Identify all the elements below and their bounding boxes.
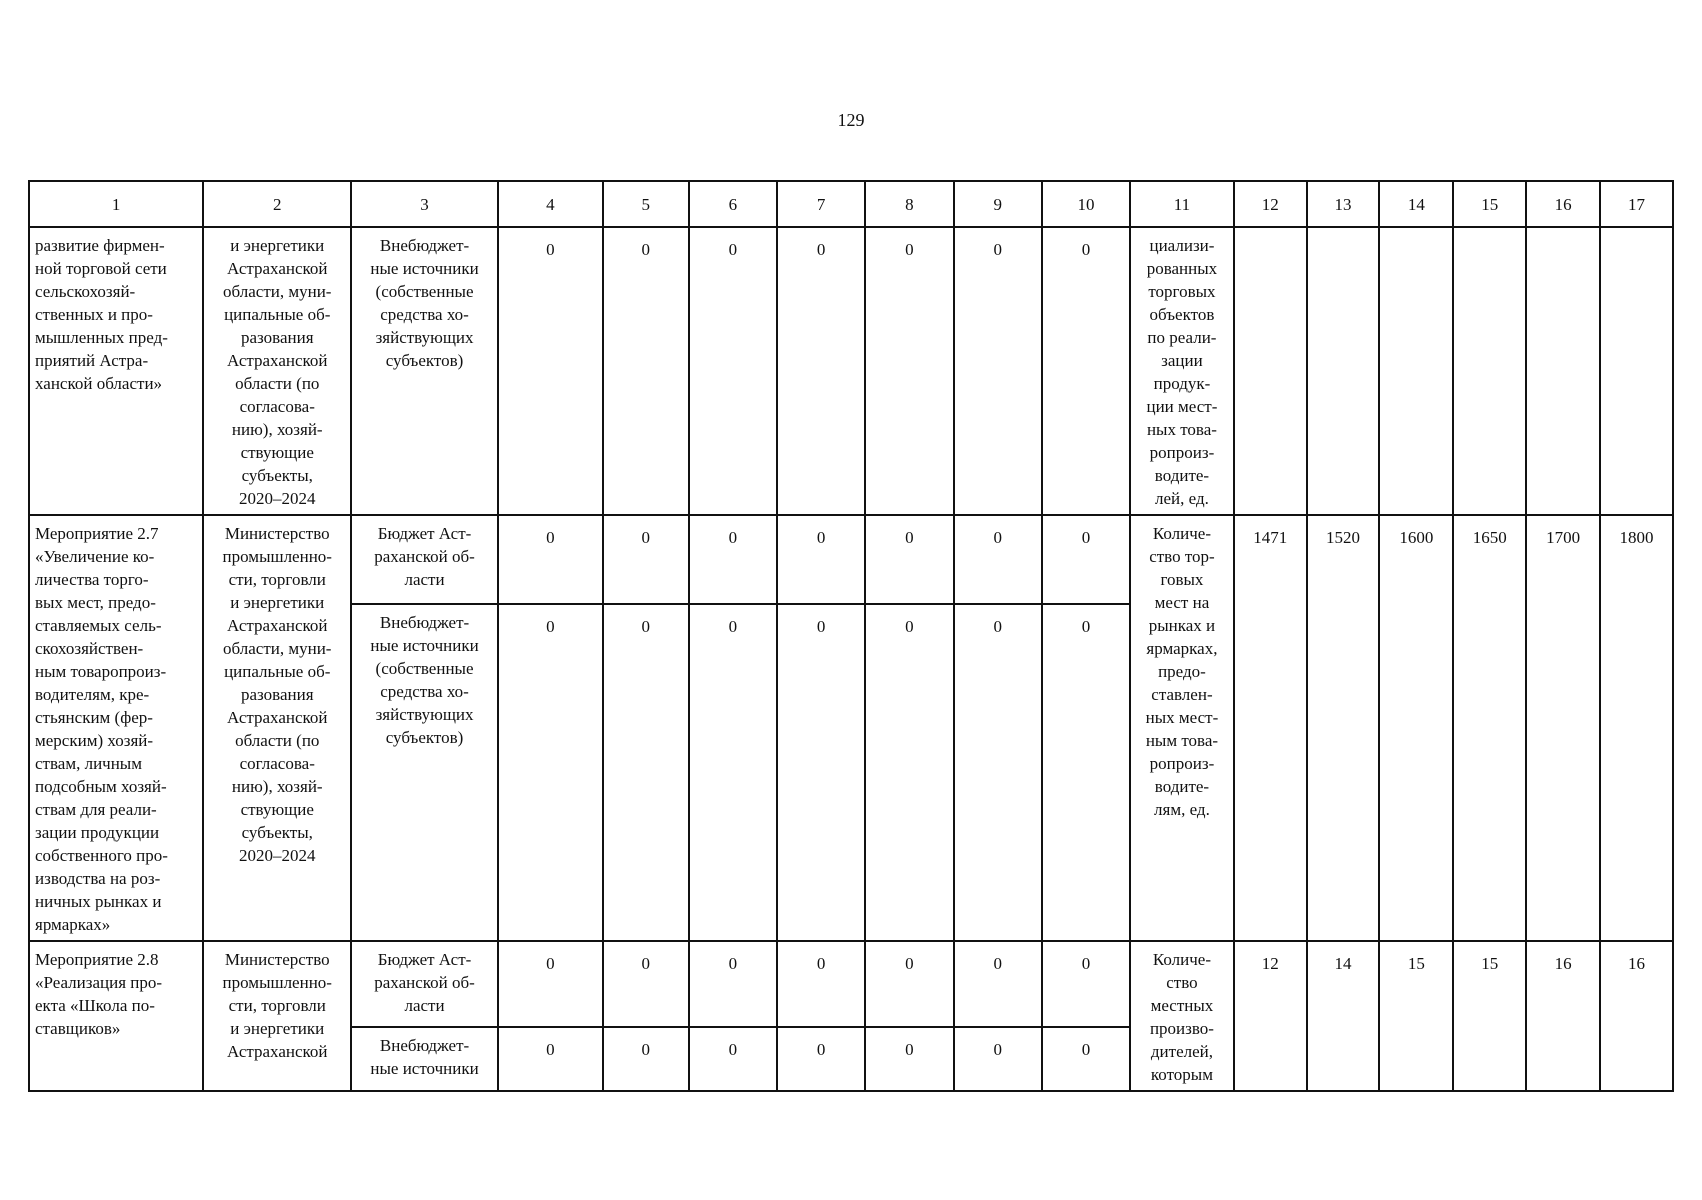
funding-value: 0: [546, 240, 555, 259]
activity-cell: [29, 941, 203, 1091]
funding-value-cell: [865, 227, 953, 515]
funding-value: 0: [728, 528, 738, 547]
funding-value-cell: [603, 227, 689, 515]
activity-cell: [29, 515, 203, 941]
target-value-cell: [1379, 941, 1453, 1091]
funding-value: 0: [546, 954, 555, 973]
funding-value: 0: [816, 954, 826, 973]
funding-value: 0: [728, 954, 738, 973]
funding-value-cell: [603, 515, 689, 604]
header-col-2: 2: [203, 181, 351, 227]
funding-source-text: Внебюджет- ные источники (собственные средства хо- зяйствующих субъектов): [370, 236, 479, 370]
target-value-cell: [1600, 941, 1673, 1091]
executor-text: Министерство промышленно- сти, торговли и энергетики Астраханской: [222, 950, 332, 1061]
funding-value: 0: [1081, 528, 1091, 547]
activity-text: развитие фирмен- ной торговой сети сельскохозяй- ственных и про- мышленных пред- приятий Астра- ханской области»: [35, 236, 168, 393]
funding-value-cell: [954, 941, 1042, 1027]
target-value: [1527, 228, 1599, 238]
target-value-cell: [1379, 515, 1453, 941]
target-value: [1454, 228, 1525, 238]
funding-value: 0: [1081, 240, 1091, 259]
target-value: 1650: [1472, 528, 1507, 547]
funding-value: 0: [728, 617, 738, 637]
target-value-cell: [1526, 515, 1600, 941]
header-col-8: 8: [865, 181, 953, 227]
target-value: 1800: [1619, 528, 1654, 547]
executor-text: Министерство промышленно- сти, торговли и энергетики Астраханской области, муни- ципальные об- разования Астраханской области (по согласова- нию), хозяй- ствующие субъекты, 2020–2024: [222, 524, 332, 865]
header-col-3: 3: [351, 181, 498, 227]
target-value: 1471: [1253, 528, 1288, 547]
target-value-cell: [1453, 941, 1526, 1091]
funding-source-cell: [351, 515, 498, 604]
funding-source-text: Бюджет Аст- раханской об- ласти: [374, 950, 475, 1015]
header-col-9: 9: [954, 181, 1042, 227]
header-col-12: 12: [1234, 181, 1307, 227]
funding-value: 0: [993, 240, 1002, 259]
funding-value-cell: [954, 604, 1042, 941]
funding-value-cell: [603, 604, 689, 941]
funding-value-cell: [777, 1027, 865, 1091]
funding-value: 0: [905, 240, 914, 259]
table-row: [29, 515, 1673, 604]
header-col-4: 4: [498, 181, 603, 227]
table-body: [29, 181, 1673, 1091]
funding-value: 0: [728, 1040, 738, 1060]
funding-value: 0: [546, 1040, 555, 1060]
funding-value-cell: [498, 227, 603, 515]
target-value: 12: [1261, 954, 1279, 973]
funding-value: 0: [905, 1040, 914, 1060]
funding-value-cell: [865, 1027, 953, 1091]
funding-value-cell: [498, 1027, 603, 1091]
target-value: [1380, 228, 1452, 238]
funding-value-cell: [603, 941, 689, 1027]
header-col-5: 5: [603, 181, 689, 227]
target-value-cell: [1307, 941, 1380, 1091]
funding-value: 0: [1081, 617, 1091, 637]
funding-value: 0: [816, 617, 826, 637]
funding-value-cell: [1042, 1027, 1130, 1091]
funding-value: 0: [641, 528, 650, 547]
executor-text: и энергетики Астраханской области, муни- ципальные об- разования Астраханской области (по согласова- нию), хозяй- ствующие субъекты, 2020–2024: [223, 236, 332, 508]
table-row: [29, 941, 1673, 1027]
target-value: 1600: [1399, 528, 1434, 547]
target-value: 16: [1554, 954, 1572, 973]
funding-source-text: Бюджет Аст- раханской об- ласти: [374, 524, 475, 589]
target-value: 15: [1481, 954, 1499, 973]
header-col-13: 13: [1307, 181, 1380, 227]
target-value: [1601, 228, 1672, 238]
target-value-cell: [1234, 941, 1307, 1091]
target-value-cell: [1453, 227, 1526, 515]
header-col-16: 16: [1526, 181, 1600, 227]
funding-source-cell: [351, 941, 498, 1027]
target-value: 16: [1628, 954, 1646, 973]
funding-value: 0: [546, 528, 555, 547]
executor-cell: [203, 515, 351, 941]
header-col-7: 7: [777, 181, 865, 227]
indicator-text: Количе- ство тор- говых мест на рынках и ярмарках, предо- ставлен- ных мест- ным това- ропроиз- водите- лям, ед.: [1145, 524, 1219, 819]
funding-value-cell: [954, 1027, 1042, 1091]
funding-value: 0: [641, 240, 650, 259]
target-value: 1700: [1546, 528, 1581, 547]
funding-value-cell: [689, 1027, 777, 1091]
funding-value: 0: [816, 1040, 826, 1060]
funding-value: 0: [816, 528, 826, 547]
funding-value: 0: [546, 617, 555, 637]
funding-value: 0: [816, 240, 826, 259]
funding-value-cell: [777, 227, 865, 515]
header-col-14: 14: [1379, 181, 1453, 227]
funding-value-cell: [1042, 515, 1130, 604]
funding-value-cell: [777, 604, 865, 941]
funding-value: 0: [641, 954, 650, 973]
funding-value: 0: [905, 528, 914, 547]
funding-value-cell: [777, 941, 865, 1027]
funding-value: 0: [1081, 954, 1091, 973]
header-col-15: 15: [1453, 181, 1526, 227]
funding-value-cell: [865, 515, 953, 604]
funding-value-cell: [777, 515, 865, 604]
header-col-6: 6: [689, 181, 777, 227]
indicator-text: циализи- рованных торговых объектов по реали- зации продук- ции мест- ных това- ропроиз- водите- лей, ед.: [1146, 236, 1218, 508]
target-value-cell: [1526, 227, 1600, 515]
funding-value: 0: [1081, 1040, 1091, 1060]
indicator-cell: [1130, 515, 1234, 941]
funding-value-cell: [689, 604, 777, 941]
funding-value-cell: [1042, 227, 1130, 515]
funding-value-cell: [1042, 604, 1130, 941]
target-value: 1520: [1326, 528, 1361, 547]
funding-source-text: Внебюджет- ные источники: [370, 1036, 479, 1079]
indicator-cell: [1130, 941, 1234, 1091]
target-value-cell: [1379, 227, 1453, 515]
funding-value: 0: [905, 617, 914, 637]
target-value: 15: [1407, 954, 1425, 973]
indicator-text: Количе- ство местных произво- дителей, которым: [1149, 950, 1214, 1084]
target-value-cell: [1307, 515, 1380, 941]
funding-value-cell: [498, 941, 603, 1027]
funding-value-cell: [498, 604, 603, 941]
table-row: [29, 227, 1673, 515]
activity-cell: [29, 227, 203, 515]
funding-value-cell: [603, 1027, 689, 1091]
target-value: 14: [1334, 954, 1352, 973]
target-value-cell: [1600, 227, 1673, 515]
executor-cell: [203, 941, 351, 1091]
funding-value: 0: [728, 240, 738, 259]
funding-value: 0: [641, 1040, 650, 1060]
funding-value-cell: [954, 227, 1042, 515]
funding-value-cell: [954, 515, 1042, 604]
funding-value: 0: [993, 528, 1002, 547]
target-value-cell: [1453, 515, 1526, 941]
funding-value-cell: [1042, 941, 1130, 1027]
executor-cell: [203, 227, 351, 515]
funding-value-cell: [498, 515, 603, 604]
indicator-cell: [1130, 227, 1234, 515]
target-value: [1308, 228, 1379, 238]
activity-text: Мероприятие 2.8 «Реализация про- екта «Школа по- ставщиков»: [35, 950, 163, 1038]
target-value-cell: [1307, 227, 1380, 515]
funding-source-cell: [351, 1027, 498, 1091]
funding-value-cell: [689, 227, 777, 515]
program-table: [28, 180, 1674, 1092]
funding-value: 0: [905, 954, 914, 973]
funding-value-cell: [689, 515, 777, 604]
header-row: [29, 181, 1673, 227]
funding-value-cell: [865, 941, 953, 1027]
funding-source-text: Внебюджет- ные источники (собственные средства хо- зяйствующих субъектов): [370, 613, 479, 748]
funding-value: 0: [993, 954, 1002, 973]
funding-source-cell: [351, 227, 498, 515]
target-value-cell: [1600, 515, 1673, 941]
funding-source-cell: [351, 604, 498, 941]
header-col-11: 11: [1130, 181, 1234, 227]
target-value-cell: [1234, 227, 1307, 515]
funding-value: 0: [993, 1040, 1002, 1060]
page-number: 129: [837, 110, 865, 130]
target-value-cell: [1234, 515, 1307, 941]
funding-value-cell: [689, 941, 777, 1027]
header-col-10: 10: [1042, 181, 1130, 227]
activity-text: Мероприятие 2.7 «Увеличение ко- личества торго- вых мест, предо- ставляемых сель- скохозяйствен- ным товаропроиз- водителям, кре- стьянским (фер- мерским) хозяй- ствам, личным подсобным хозяй- ствам для реали- зации продукции собственного про- изводства на роз- ничных рынках и ярмарках»: [35, 524, 168, 934]
funding-value-cell: [865, 604, 953, 941]
header-col-1: 1: [29, 181, 203, 227]
header-col-17: 17: [1600, 181, 1673, 227]
funding-value: 0: [993, 617, 1002, 637]
target-value-cell: [1526, 941, 1600, 1091]
target-value: [1235, 228, 1306, 238]
funding-value: 0: [641, 617, 650, 637]
